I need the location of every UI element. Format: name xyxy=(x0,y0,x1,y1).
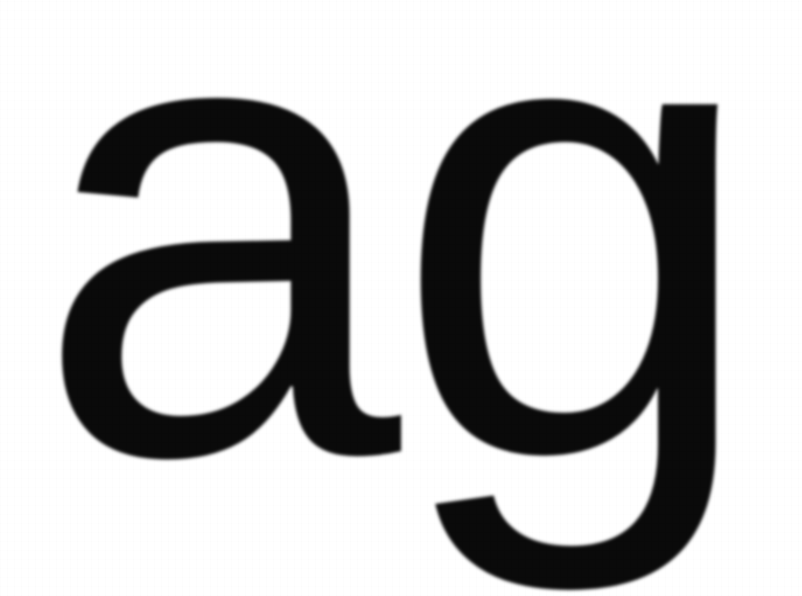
zoomed-glyphs: ag xyxy=(34,0,753,593)
